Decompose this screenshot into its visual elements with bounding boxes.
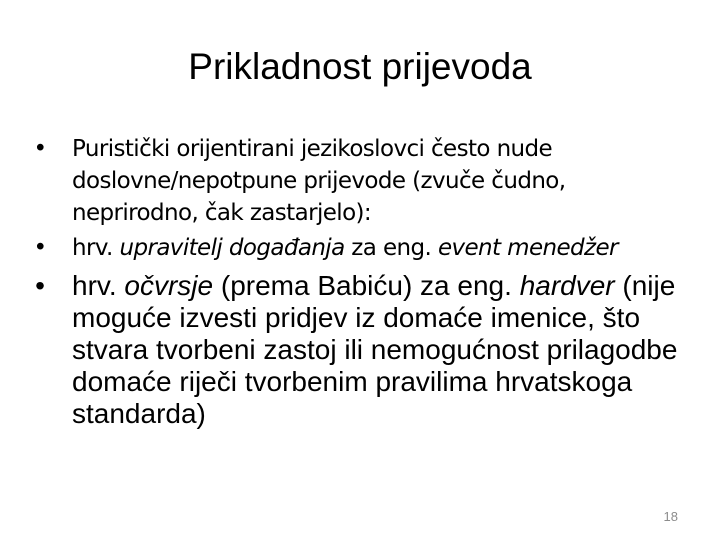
bullet-item-puristic-translations xyxy=(30,133,690,229)
bullet-prefix: hrv. xyxy=(72,235,120,261)
english-term: hardver xyxy=(519,270,615,301)
bullet-item-hardware xyxy=(30,270,690,430)
bullet-middle-text: za eng. xyxy=(344,235,438,261)
bullet-icon: • xyxy=(33,235,47,261)
page-number: 18 xyxy=(663,509,678,524)
bullet-item-event-manager xyxy=(30,232,690,264)
bullet-prefix: hrv. xyxy=(72,270,125,301)
bullet-suffix-text: (nije moguće izvesti pridjev iz domaće imenice, što stvara tvorbeni zastoj ili nemogućnost prilagodbe domaće riječi tvorbenim pravilima hrvatskoga standarda) xyxy=(72,270,678,429)
bullet-icon: • xyxy=(33,136,47,162)
slide-content-list xyxy=(30,133,690,430)
bullet-text: Puristički orijentirani jezikoslovci često nude doslovne/nepotpune prijevode (zvuče čudno, neprirodno, čak zastarjelo): xyxy=(72,136,566,226)
croatian-term: očvrsje xyxy=(124,270,214,301)
croatian-term: upravitelj događanja xyxy=(119,235,345,261)
bullet-icon: • xyxy=(35,270,45,301)
bullet-middle-text: (prema Babiću) za eng. xyxy=(213,270,520,301)
english-term: event menedžer xyxy=(437,235,618,261)
slide-title: Prikladnost prijevoda xyxy=(188,46,532,87)
